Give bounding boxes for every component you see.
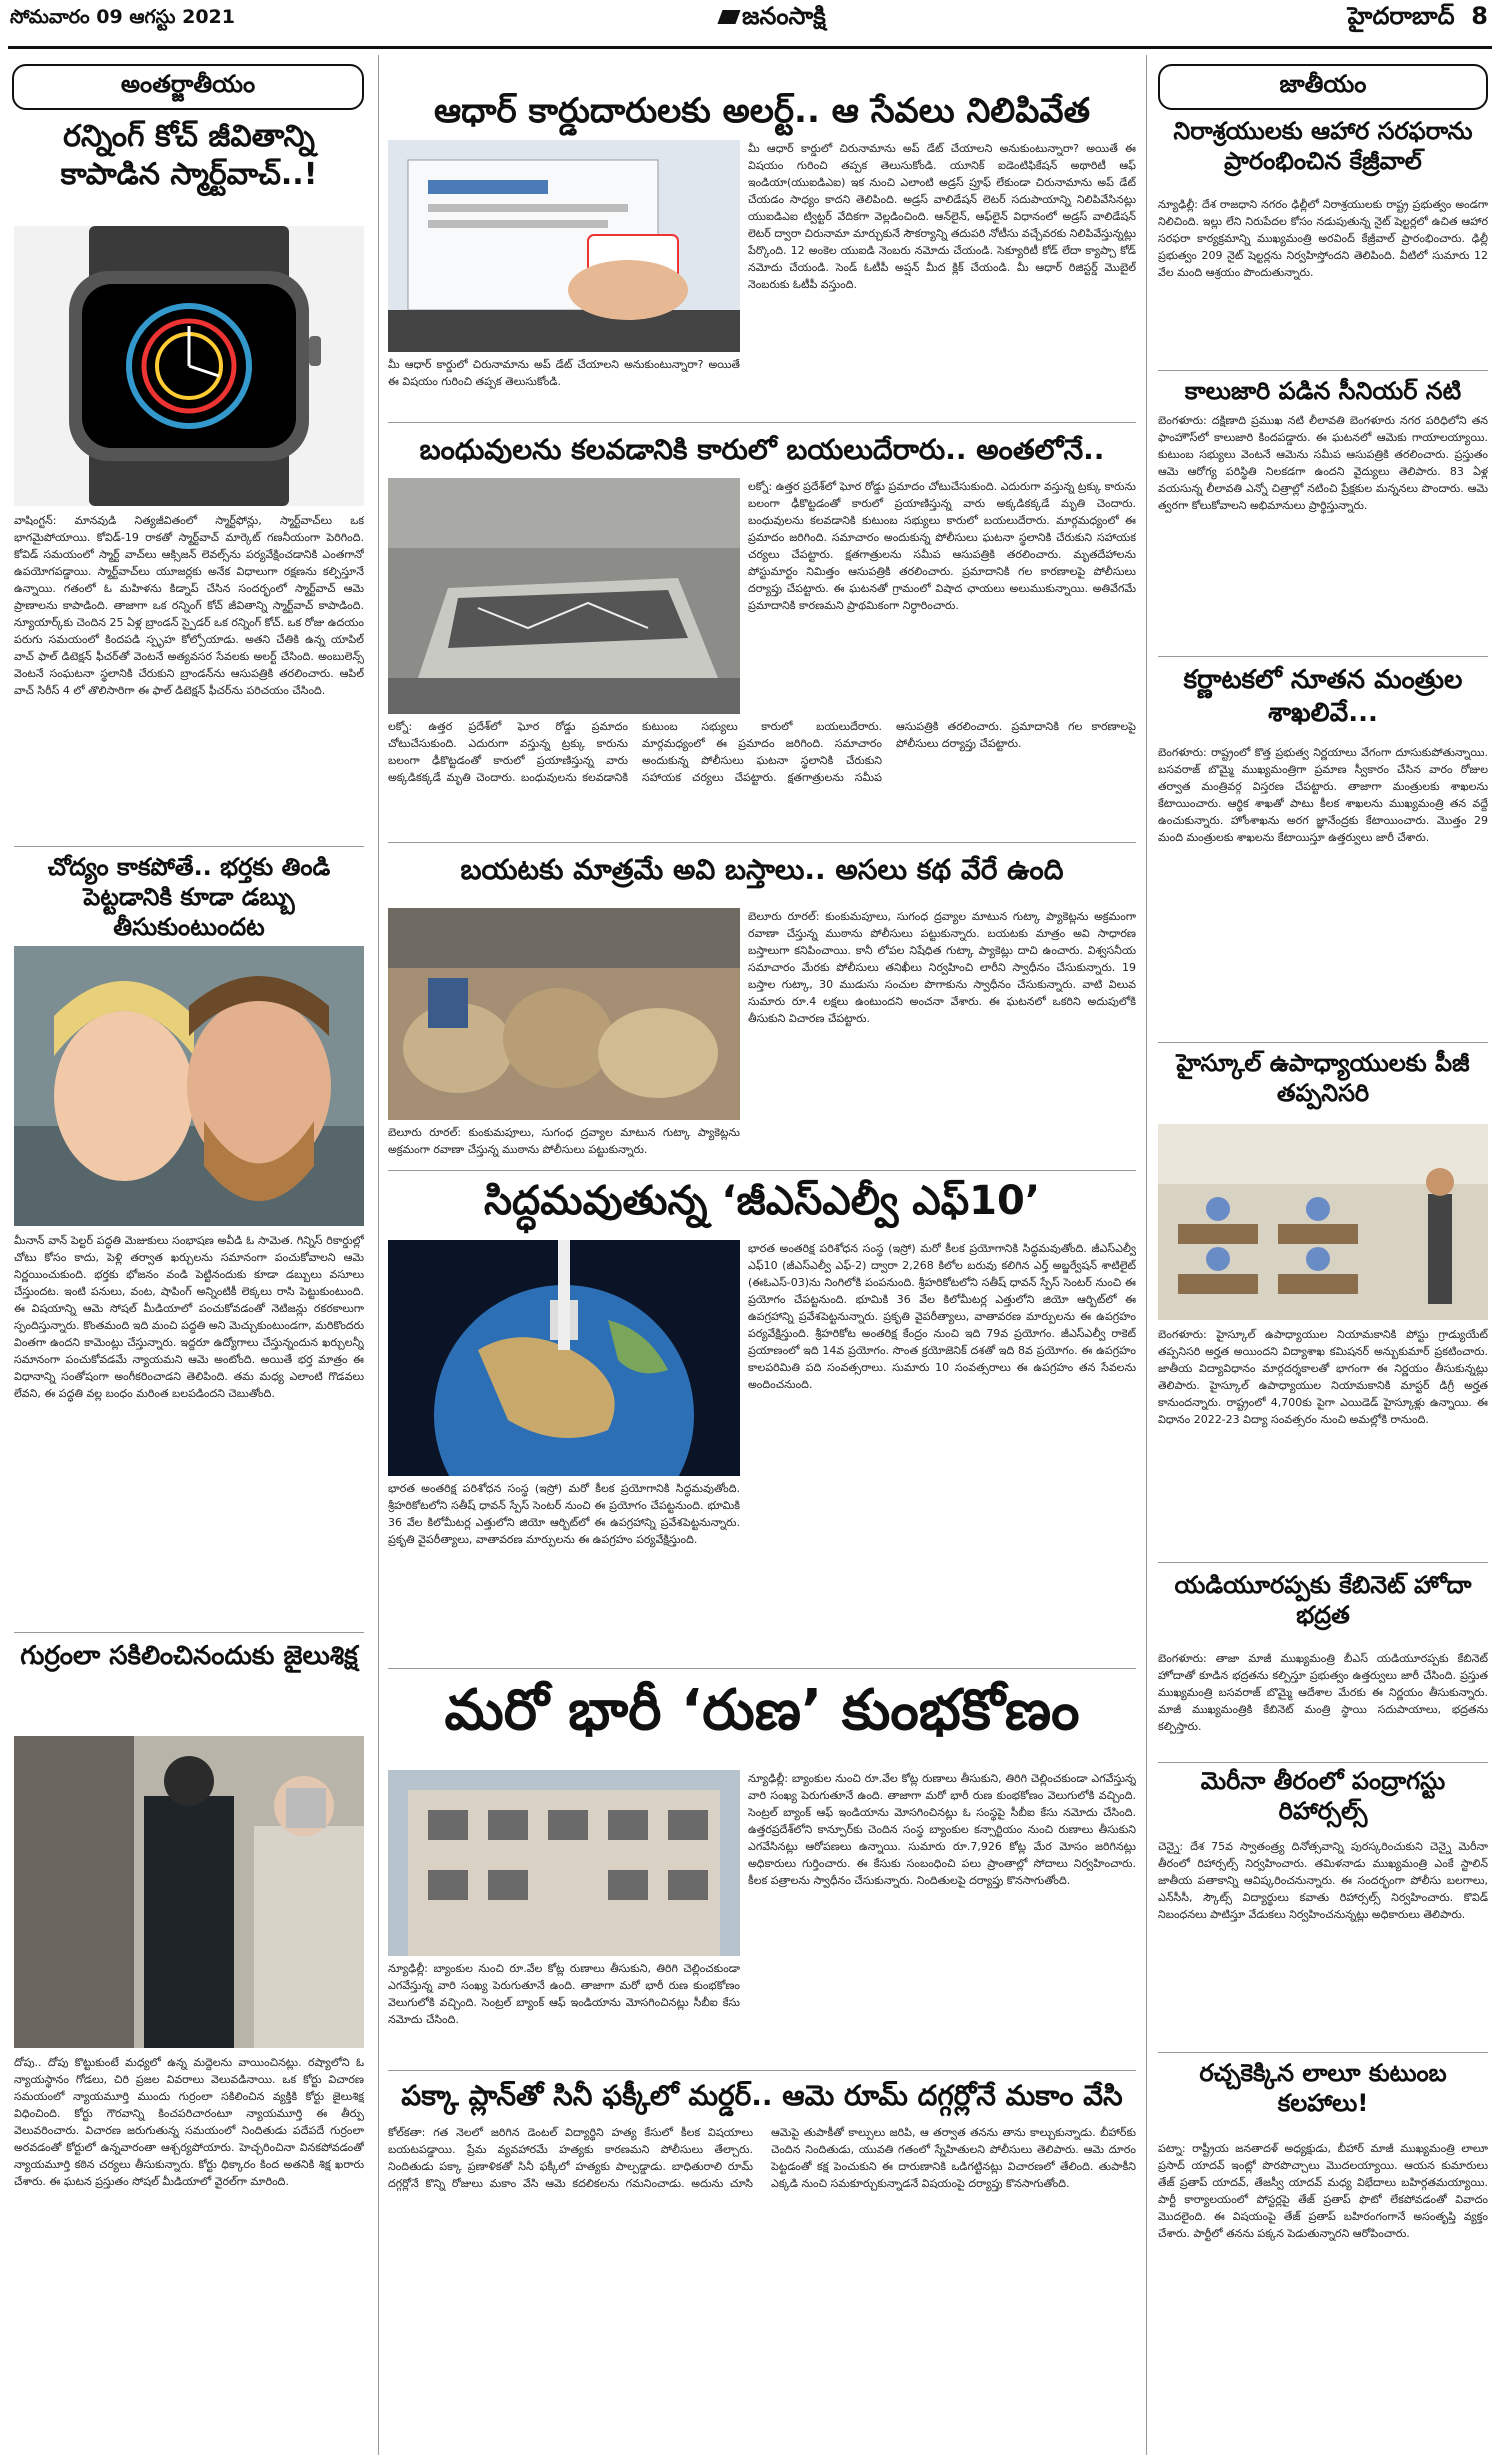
header-rule (8, 46, 1492, 49)
headline-gslv[interactable]: సిద్ధమవుతున్న ‘జీఎస్ఎల్వీ ఎఫ్10’ (483, 1178, 1041, 1224)
page-number: 8 (1471, 2, 1488, 30)
article-loan-scam-body-right: న్యూఢిల్లీ: బ్యాంకుల నుంచి రూ.వేల కోట్ల రుణాలు తీసుకుని, తిరిగి చెల్లించకుండా ఎగవేస్తున్న వారి సంఖ్య పెరుగుతూనే ఉంది. తాజాగా మరో భారీ రుణ కుంభకోణం వెలుగులోకి వచ్చింది. సెంట్రల్ బ్యాంక్ ఆఫ్ ఇండియాను మోసగించినట్లు ఓ సంస్థపై సీబీఐ కేసు నమోదు చేసింది. ఉత్తరప్రదేశ్‌లోని కాన్పూర్‌కు చెందిన సంస్థ బ్యాంకుల కన్సార్టియం నుంచి రుణాలు తీసుకుని ఎగవేసినట్లు ఆరోపణలు ఉన్నాయి. సుమారు రూ.7,926 కోట్ల మేర మోసం జరిగినట్లు అధికారులు గుర్తించారు. ఈ కేసుకు సంబంధించి పలు ప్రాంతాల్లో సోదాలు నిర్వహించారు. కీలక పత్రాలను స్వాధీనం చేసుకున్నారు. నిందితులపై దర్యాప్తు కొనసాగుతోంది. (748, 1772, 1136, 1888)
masthead-text: జనంసాక్షి (742, 2, 826, 30)
headline-kejriwal-food[interactable]: నిరాశ్రయులకు ఆహార సరఫరాను ప్రారంభించిన కేజ్రీవాల్ (1173, 117, 1473, 175)
article-kejriwal-food-body: న్యూఢిల్లీ: దేశ రాజధాని నగరం ఢిల్లీలో నిరాశ్రయులకు రాష్ట్ర ప్రభుత్వం అండగా నిలిచింది. ఇల్లు లేని నిరుపేదల కోసం నడుపుతున్న నైట్ షెల్టర్లలో ఉచిత ఆహార సరఫరా కార్యక్రమాన్ని ముఖ్యమంత్రి అరవింద్ కేజ్రీవాల్ ప్రారంభించారు. ఢిల్లీ ప్రభుత్వం 209 నైట్ షెల్టర్లను నిర్వహిస్తోందని తెలిపింది. వీటిలో సుమారు 12 వేల మంది ఆశ్రయం పొందుతున్నారు. (1158, 198, 1488, 280)
headline-yediyurappa-security[interactable]: యడియూరప్పకు కేబినెట్ హోదా భద్రత (1174, 1571, 1472, 1629)
divider (388, 1668, 1136, 1669)
edition-city: హైదరాబాద్ (1347, 2, 1455, 30)
gutka-bags-photo (388, 908, 740, 1120)
article-gslv-body-left: భారత అంతరిక్ష పరిశోధన సంస్థ (ఇస్రో) మరో కీలక ప్రయోగానికి సిద్ధమవుతోంది. శ్రీహరికోటలోని సతీష్ ధావన్ స్పేస్ సెంటర్ నుంచి ఈ ప్రయోగం చేపట్టనుంది. భూమికి 36 వేల కిలోమీటర్ల ఎత్తులోని జియో ఆర్బిట్‌లో ఈ ఉపగ్రహాన్ని ప్రవేశపెట్టనున్నారు. ప్రకృతి వైపరీత్యాలు, వాతావరణ మార్పులను ఈ ఉపగ్రహం పర్యవేక్షిస్తుంది. (388, 1482, 740, 1547)
article-yediyurappa-security-body: బెంగళూరు: తాజా మాజీ ముఖ్యమంత్రి బీఎస్ యడియూరప్పకు కేబినెట్ హోదాతో కూడిన భద్రతను కల్పిస్తూ ప్రభుత్వం ఉత్తర్వులు జారీ చేసింది. ప్రస్తుత ముఖ్యమంత్రి బసవరాజ్ బొమ్మై ఆదేశాల మేరకు ఈ నిర్ణయం తీసుకున్నారు. మాజీ ముఖ్యమంత్రికి కేబినెట్ మంత్రి స్థాయి సదుపాయాలు, భద్రతను కల్పిస్తారు. (1158, 1652, 1488, 1734)
article-husband-food-body: మీనాన్ వాన్ పెల్టర్ పద్ధతి మెజుకులు సంభాషణ అవీడి ఓ సామెత. గిన్నిస్ రికార్డుల్లో చోటు కోసం కాదు, పెళ్లి తర్వాత ఖర్చులను సమానంగా పంచుకోవాలని ఆమె నిర్ణయించుకుంది. భర్తకు భోజనం వండి పెట్టినందుకు కూడా డబ్బులు వసూలు చేస్తుందట. ఇంటి పనులు, వంట, షాపింగ్ అన్నింటికీ లెక్కలు రాసి పెట్టుకుంటుంది. ఈ విషయాన్ని ఆమె సోషల్ మీడియాలో పంచుకోవడంతో నెటిజన్లు రకరకాలుగా స్పందిస్తున్నారు. కొంతమంది ఇది మంచి పద్ధతి అని మెచ్చుకుంటుండగా, మరికొందరు వింతగా ఉందని కామెంట్లు చేస్తున్నారు. ఇద్దరూ ఉద్యోగాలు చేస్తున్నందున ఖర్చులన్నీ సమానంగా పంచుకోవడమే న్యాయమని ఆమె అంటోంది. అయితే భర్త మాత్రం ఈ విధానాన్ని సంతోషంగా అంగీకరించాడని తెలిపింది. తమ మధ్య ఎలాంటి గొడవలు లేవని, ఈ పద్ధతి వల్ల బంధం మరింత బలపడిందని చెబుతోంది. (14, 1234, 364, 1401)
classroom-icon (1158, 1124, 1488, 1320)
smartwatch-icon (14, 226, 364, 506)
laptop-aadhaar-icon (388, 140, 740, 352)
headline-actress-fall[interactable]: కాలుజారి పడిన సీనియర్ నటి (1184, 377, 1462, 405)
divider (14, 846, 364, 847)
article-pg-mandatory-body: బెంగళూరు: హైస్కూల్ ఉపాధ్యాయుల నియామకానికి పోస్టు గ్రాడ్యుయేట్ తప్పనిసరి అర్హత అయిందని విద్యాశాఖ కమిషనర్ అన్బుకుమార్ ప్రకటించారు. జాతీయ విద్యావిధానం మార్గదర్శకాలతో భాగంగా ఈ నిర్ణయం తీసుకున్నట్లు తెలిపారు. హైస్కూల్ ఉపాధ్యాయుల నియామకానికి మాస్టర్ డిగ్రీ అర్హత కానుందన్నారు. రాష్ట్రంలో 4,700కు పైగా ఎయిడెడ్ హైస్కూళ్లు ఉన్నాయి. ఈ విధానం 2022-23 విద్యా సంవత్సరం నుంచి అమల్లోకి రానుంది. (1158, 1328, 1488, 1427)
article-gutka-bags-caption: బెలూరు రూరల్: కుంకుమపూలు, సుగంధ ద్రవ్యాల మాటున గుట్కా ప్యాకెట్లను అక్రమంగా రవాణా చేస్తున్న ముఠాను పోలీసులు పట్టుకున్నారు. (388, 1126, 740, 1157)
article-planned-murder-body: కోల్‌కతా: గత నెలలో జరిగిన డెంటల్ విద్యార్థిని హత్య కేసులో కీలక విషయాలు బయటపడ్డాయి. ప్రేమ వ్యవహారమే హత్యకు కారణమని పోలీసులు తేల్చారు. నిందితుడు పక్కా ప్రణాళికతో సినీ ఫక్కీలో హత్యకు పాల్పడ్డాడు. బాధితురాలి రూమ్ దగ్గర్లోనే కొన్ని రోజులు మకాం వేసి ఆమె కదలికలను గమనించాడు. అదును చూసి ఆమెపై తుపాకీతో కాల్పులు జరిపి, ఆ తర్వాత తనను తాను కాల్చుకున్నాడు. బీహార్‌కు చెందిన నిందితుడు, యువతి గతంలో స్నేహితులని పోలీసులు తెలిపారు. ఆమె దూరం పెట్టడంతో కక్ష పెంచుకుని ఈ దారుణానికి ఒడిగట్టినట్లు విచారణలో తేలింది. తుపాకీని ఎక్కడి నుంచి సమకూర్చుకున్నాడనే విషయంపై దర్యాప్తు కొనసాగుతోంది. (388, 2126, 1136, 2191)
section-national: జాతీయం (1158, 64, 1488, 110)
divider (1158, 2052, 1488, 2053)
divider (388, 2070, 1136, 2071)
issue-date: సోమవారం 09 ఆగస్టు 2021 (10, 6, 235, 28)
headline-car-accident[interactable]: బంధువులను కలవడానికి కారులో బయలుదేరారు.. అంతలోనే.. (419, 433, 1105, 466)
couple-selfie-photo (14, 946, 364, 1226)
article-actress-fall-body: బెంగళూరు: దక్షిణాది ప్రముఖ నటి లీలావతి బెంగళూరు నగర పరిధిలోని తన ఫాంహౌస్‌లో కాలుజారి కిందపడ్డారు. ఈ ఘటనలో ఆమెకు గాయాలయ్యాయి. కుటుంబ సభ్యులు వెంటనే ఆమెను సమీప ఆసుపత్రికి తరలించారు. ప్రస్తుతం ఆమె ఆరోగ్య పరిస్థితి నిలకడగా ఉందని వైద్యులు తెలిపారు. 83 ఏళ్ల వయసున్న లీలావతి ఎన్నో చిత్రాల్లో నటించి ప్రేక్షకుల మన్ననలు పొందారు. ఆమె త్వరగా కోలుకోవాలని అభిమానులు ప్రార్థిస్తున్నారు. (1158, 414, 1488, 513)
sacks-icon (388, 908, 740, 1120)
column-divider-right (1146, 55, 1147, 2455)
divider (1158, 656, 1488, 657)
headline-karnataka-portfolios[interactable]: కర్ణాటకలో నూతన మంత్రుల శాఖలివే... (1183, 665, 1463, 728)
headline-aadhaar[interactable]: ఆధార్ కార్డుదారులకు అలర్ట్.. ఆ సేవలు నిలిపివేత (433, 91, 1091, 131)
car-accident-photo (388, 478, 740, 714)
headline-planned-murder[interactable]: పక్కా ప్లాన్‌తో సినీ ఫక్కీలో మర్డర్.. ఆమె రూమ్ దగ్గర్లోనే మకాం వేసి (401, 2079, 1123, 2112)
wrecked-car-icon (388, 478, 740, 714)
masthead-mark-icon (717, 10, 740, 24)
gslv-earth-photo (388, 1240, 740, 1476)
smartwatch-photo (14, 226, 364, 506)
article-gutka-bags-body-right: బెలూరు రూరల్: కుంకుమపూలు, సుగంధ ద్రవ్యాల మాటున గుట్కా ప్యాకెట్లను అక్రమంగా రవాణా చేస్తున్న ముఠాను పోలీసులు పట్టుకున్నారు. బయటకు మాత్రం అవి సాధారణ బస్తాలుగా కనిపించాయి. కానీ లోపల నిషేధిత గుట్కా ప్యాకెట్లు దాచి ఉంచారు. విశ్వసనీయ సమాచారం మేరకు పోలీసులు తనిఖీలు నిర్వహించి లారీని స్వాధీనం చేసుకున్నారు. 19 బస్తాల గుట్కా, 30 ముడుసు సంచుల పొగాకును స్వాధీనం చేసుకున్నారు. వాటి విలువ సుమారు రూ.4 లక్షలు ఉంటుందని అంచనా వేశారు. ఈ ఘటనలో ఒకరిని అదుపులోకి తీసుకుని విచారణ చేపట్టారు. (748, 910, 1136, 1026)
article-karnataka-portfolios-body: బెంగళూరు: రాష్ట్రంలో కొత్త ప్రభుత్వ నిర్ణయాలు వేగంగా దూసుకుపోతున్నాయి. బసవరాజ్ బొమ్మై ముఖ్యమంత్రిగా ప్రమాణ స్వీకారం చేసిన వారం రోజుల తర్వాత మంత్రివర్గ విస్తరణ చేపట్టారు. తాజాగా మంత్రులకు శాఖలను కేటాయించారు. ఆర్థిక శాఖతో పాటు కీలక శాఖలను ముఖ్యమంత్రి తన వద్దే ఉంచుకున్నారు. హోంశాఖను అరగ జ్ఞానేంద్రకు కేటాయించారు. మొత్తం 29 మంది మంత్రులకు శాఖలను కేటాయిస్తూ ఉత్తర్వులు జారీ చేశారు. (1158, 746, 1488, 845)
headline-lalu-family[interactable]: రచ్చకెక్కిన లాలూ కుటుంబ కలహాలు! (1199, 2059, 1447, 2117)
headline-smartwatch[interactable]: రన్నింగ్ కోచ్ జీవితాన్ని కాపాడిన స్మార్ట్‌వాచ్..! (60, 119, 318, 192)
court-photo-icon (14, 1736, 364, 2048)
divider (1158, 1762, 1488, 1763)
divider (1158, 1042, 1488, 1043)
article-aadhaar-body-left: మీ ఆధార్ కార్డులో చిరునామాను అప్ డేట్ చేయాలని అనుకుంటున్నారా? అయితే ఈ విషయం గురించి తప్పక తెలుసుకోండి. (388, 358, 740, 389)
article-horse-jail-body: దోపు.. దోపు కొట్టుకుంటే మధ్యలో ఉన్న మద్దెలను వాయించినట్లు. రష్యాలోని ఓ న్యాయస్థానం గోడలు, చిరి ప్రజల వివరాలు వెలువడినాయి. ఒక కోర్టు విచారణ సమయంలో న్యాయమూర్తి ముందు గుర్రంలా సకిలించిన వ్యక్తికి కోర్టు జైలుశిక్ష విధించింది. కోర్టు గౌరవాన్ని కించపరిచారంటూ న్యాయమూర్తి ఈ తీర్పు వెలువరించారు. విచారణ జరుగుతున్న సమయంలో నిందితుడు పదేపదే గుర్రంలా అరవడంతో కోర్టులో ఉన్నవారంతా ఆశ్చర్యపోయారు. హెచ్చరించినా వినకపోవడంతో న్యాయమూర్తి కఠిన చర్యలు తీసుకున్నారు. కోర్టు ధిక్కారం కింద అతనికి శిక్ష ఖరారు చేశారు. ఈ ఘటన ప్రస్తుతం సోషల్ మీడియాలో వైరల్‌గా మారింది. (14, 2056, 364, 2189)
article-gslv-body-right: భారత అంతరిక్ష పరిశోధన సంస్థ (ఇస్రో) మరో కీలక ప్రయోగానికి సిద్ధమవుతోంది. జీఎస్ఎల్వీ ఎఫ్10 (జీఎస్ఎల్వీ ఎఫ్‌-2) ద్వారా 2,268 కిలోల బరువు కలిగిన ఎర్త్ అబ్జర్వేషన్ శాటిలైట్ (ఈఓఎస్-03)ను నింగిలోకి పంపనుంది. శ్రీహరికోటలోని సతీష్ ధావన్ స్పేస్ సెంటర్ నుంచి ఈ ప్రయోగం చేపట్టనుంది. భూమికి 36 వేల కిలోమీటర్ల ఎత్తులోని జియో ఆర్బిట్‌లో ఈ ఉపగ్రహాన్ని ప్రవేశపెట్టనున్నారు. ప్రకృతి వైపరీత్యాలు, వాతావరణ మార్పులను ఈ ఉపగ్రహం పర్యవేక్షిస్తుంది. శ్రీహరికోట అంతరిక్ష కేంద్రం నుంచి ఇది 79వ ప్రయోగం. జీఎస్ఎల్వీ రాకెట్ ప్రయాణంలో ఇది 14వ ప్రయోగం. సొంత క్రయోజెనిక్ దశతో ఇది 8వ ప్రయోగం. ఈ ఉపగ్రహం కాలపరిమితి పది సంవత్సరాలు. సుమారు 10 సంవత్సరాలు ఈ ఉపగ్రహం తన సేవలను అందించనుంది. (748, 1242, 1136, 1392)
building-icon (388, 1770, 740, 1956)
divider (388, 422, 1136, 423)
headline-husband-food[interactable]: చోద్యం కాకపోతే.. భర్తకు తిండి పెట్టడానికి కూడా డబ్బు తీసుకుంటుందట (47, 853, 331, 941)
bank-building-photo (388, 1770, 740, 1956)
article-aadhaar-body-right: మీ ఆధార్ కార్డులో చిరునామాను అప్ డేట్ చేయాలని అనుకుంటున్నారా? అయితే ఈ విషయం గురించి తప్పక తెలుసుకోండి. యూనిక్ ఐడెంటిఫికేషన్ అథారిటీ ఆఫ్ ఇండియా(యుఐడిఎఐ) ఇక నుంచి ఎలాంటి అడ్రస్ ప్రూఫ్ లేకుండా చిరునామాను అప్ డేట్ చేయడం సాధ్యం కాదని తెలిపింది. అడ్రస్ వాలిడేషన్ లెటర్ సదుపాయాన్ని నిలిపివేసినట్లు యుఐడిఎఐ ట్విట్టర్ వేదికగా వెల్లడించింది. ఆన్‌లైన్, ఆఫ్‌లైన్ విధానంలో అడ్రస్ వాలిడేషన్ లెటర్ ద్వారా చిరునామా మార్చుకునే సౌకర్యాన్ని తదుపరి నోటీసు వచ్చేవరకు నిలిపివేస్తున్నట్లు పేర్కొంది. 12 అంకెల యుఐడి నెంబరు నమోదు చేయండి. సెక్యూరిటీ కోడ్ లేదా క్యాప్చా కోడ్ నమోదు చేయండి. సెండ్ ఓటీపీ అప్షన్ మీద క్లిక్ చేయండి. మీ ఆధార్ రిజిస్టర్డ్ మొబైల్ నెంబరుకు ఓటీపీ వస్తుంది. (748, 142, 1136, 292)
divider (388, 842, 1136, 843)
article-loan-scam-body-left: న్యూఢిల్లీ: బ్యాంకుల నుంచి రూ.వేల కోట్ల రుణాలు తీసుకుని, తిరిగి చెల్లించకుండా ఎగవేస్తున్న వారి సంఖ్య పెరుగుతూనే ఉంది. తాజాగా మరో భారీ రుణ కుంభకోణం వెలుగులోకి వచ్చింది. సెంట్రల్ బ్యాంక్ ఆఫ్ ఇండియాను మోసగించినట్లు సీబీఐ కేసు నమోదు చేసింది. (388, 1962, 740, 2027)
divider (14, 1632, 364, 1633)
headline-pg-mandatory[interactable]: హైస్కూల్ ఉపాధ్యాయులకు పీజీ తప్పనిసరి (1176, 1049, 1470, 1107)
article-smartwatch-body: వాషింగ్టన్: మానవుడి నిత్యజీవితంలో స్మార్ట్‌ఫోన్లు, స్మార్ట్‌వాచ్‌లు ఒక భాగమైపోయాయి. కోవిడ్-19 రాకతో స్మార్ట్‌వాచ్ మార్కెట్ గణనీయంగా పెరిగింది. కోవిడ్ సమయంలో స్మార్ట్ వాచ్‌లు ఆక్సిజన్ లెవల్స్‌ను పర్యవేక్షించడానికి ఎంతగానో ఉపయోగపడ్డాయి. స్మార్ట్‌వాచ్‌లు యూజర్లకు అనేక విధాలుగా రక్షణను కల్పిస్తూనే ఉన్నాయి. గతంలో ఓ మహిళను కిడ్నాప్ చేసిన సందర్భంలో స్మార్ట్‌వాచ్ ఆమె ప్రాణాలను కాపాడింది. తాజాగా ఒక రన్నింగ్ కోచ్ జీవితాన్ని స్మార్ట్‌వాచ్ కాపాడింది. న్యూయార్క్‌కు చెందిన 25 ఏళ్ల బ్రాండన్ స్పైడర్ ఒక రన్నింగ్ కోచ్. ఒక రోజు ఉదయం పరుగు సమయంలో కిందపడి స్పృహ కోల్పోయాడు. అతని చేతికి ఉన్న యాపిల్ వాచ్ ఫాల్ డిటెక్షన్ ఫీచర్‌తో వెంటనే అత్యవసర సేవలకు అలర్ట్ చేసింది. అంబులెన్స్ వెంటనే సంఘటనా స్థలానికి చేరుకుని బ్రాండన్‌ను ఆసుపత్రికి తరలించారు. ఆపిల్ వాచ్ సిరీస్ 4 లో తొలిసారిగా ఈ ఫాల్ డిటెక్షన్ ఫీచర్‌ను పరిచయం చేసింది. (14, 514, 364, 698)
page-header-right (1348, 2, 1488, 36)
classroom-photo (1158, 1124, 1488, 1320)
headline-gutka-bags[interactable]: బయటకు మాత్రమే అవి బస్తాలు.. అసలు కథ వేరే ఉంది (460, 853, 1064, 886)
column-divider-left (378, 55, 379, 2455)
earth-rocket-icon (388, 1240, 740, 1476)
article-car-accident-body-right: లక్నో: ఉత్తర ప్రదేశ్‌లో ఘోర రోడ్డు ప్రమాదం చోటుచేసుకుంది. ఎదురుగా వస్తున్న ట్రక్కు కారును బలంగా ఢీకొట్టడంతో కారులో ప్రయాణిస్తున్న వారు అక్కడికక్కడే మృతి చెందారు. బంధువులను కలవడానికి కుటుంబ సభ్యులు కారులో బయలుదేరారు. మార్గమధ్యంలో ఈ ప్రమాదం జరిగింది. సమాచారం అందుకున్న పోలీసులు ఘటనా స్థలానికి చేరుకుని సహాయక చర్యలు చేపట్టారు. క్షతగాత్రులను సమీప ఆసుపత్రికి తరలించారు. మృతదేహాలను పోస్టుమార్టం నిమిత్తం ఆసుపత్రికి తరలించారు. ప్రమాదానికి గల కారణాలపై పోలీసులు దర్యాప్తు చేపట్టారు. ఈ ఘటనతో గ్రామంలో విషాద ఛాయలు అలుముకున్నాయి. అతివేగమే ప్రమాదానికి కారణమని ప్రాథమికంగా నిర్ధారించారు. (748, 480, 1136, 613)
article-lalu-family-body: పట్నా: రాష్ట్రీయ జనతాదళ్ అధ్యక్షుడు, బీహార్ మాజీ ముఖ్యమంత్రి లాలూ ప్రసాద్ యాదవ్ ఇంట్లో పొరపొచ్చాలు మొదలయ్యాయి. ఆయన కుమారులు తేజ్ ప్రతాప్ యాదవ్, తేజస్వీ యాదవ్ మధ్య విభేదాలు బహిర్గతమయ్యాయి. పార్టీ కార్యాలయంలో పోస్టర్లపై తేజ్ ప్రతాప్ ఫొటో లేకపోవడంతో వివాదం మొదలైంది. ఈ విషయంపై తేజ్ ప్రతాప్ బహిరంగంగానే అసంతృప్తి వ్యక్తం చేశారు. పార్టీలో తనను పక్కన పెడుతున్నారని ఆరోపించారు. (1158, 2142, 1488, 2241)
court-photo (14, 1736, 364, 2048)
article-marina-rehearsals-body: చెన్నై: దేశ 75వ స్వాతంత్ర్య దినోత్సవాన్ని పురస్కరించుకుని చెన్నై మెరీనా తీరంలో రిహార్సల్స్ నిర్వహించారు. తమిళనాడు ముఖ్యమంత్రి ఎంకే స్టాలిన్ జాతీయ పతాకాన్ని ఆవిష్కరించనున్నారు. ఈ సందర్భంగా పోలీసు బలగాలు, ఎన్‌సీసీ, స్కౌట్స్ విద్యార్థులు కవాతు రిహార్సల్స్ నిర్వహించారు. కొవిడ్ నిబంధనలు పాటిస్తూ వేడుకలు నిర్వహించనున్నట్లు అధికారులు తెలిపారు. (1158, 1840, 1488, 1922)
headline-loan-scam[interactable]: మరో భారీ ‘రుణ’ కుంభకోణం (444, 1678, 1080, 1743)
headline-marina-rehearsals[interactable]: మెరీనా తీరంలో పంద్రాగస్టు రిహార్సల్స్ (1200, 1767, 1446, 1825)
article-car-accident-body: లక్నో: ఉత్తర ప్రదేశ్‌లో ఘోర రోడ్డు ప్రమాదం చోటుచేసుకుంది. ఎదురుగా వస్తున్న ట్రక్కు కారును బలంగా ఢీకొట్టడంతో కారులో ప్రయాణిస్తున్న వారు అక్కడికక్కడే మృతి చెందారు. బంధువులను కలవడానికి కుటుంబ సభ్యులు కారులో బయలుదేరారు. మార్గమధ్యంలో ఈ ప్రమాదం జరిగింది. సమాచారం అందుకున్న పోలీసులు ఘటనా స్థలానికి చేరుకుని సహాయక చర్యలు చేపట్టారు. క్షతగాత్రులను సమీప ఆసుపత్రికి తరలించారు. ప్రమాదానికి గల కారణాలపై పోలీసులు దర్యాప్తు చేపట్టారు. (388, 720, 1136, 785)
section-international: అంతర్జాతీయం (12, 64, 364, 110)
divider (388, 1170, 1136, 1171)
masthead-logo (720, 2, 826, 36)
divider (1158, 1562, 1488, 1563)
divider (1158, 370, 1488, 371)
aadhaar-photo (388, 140, 740, 352)
headline-horse-jail[interactable]: గుర్రంలా సకిలించినందుకు జైలుశిక్ష (20, 1641, 358, 1671)
couple-photo-icon (14, 946, 364, 1226)
